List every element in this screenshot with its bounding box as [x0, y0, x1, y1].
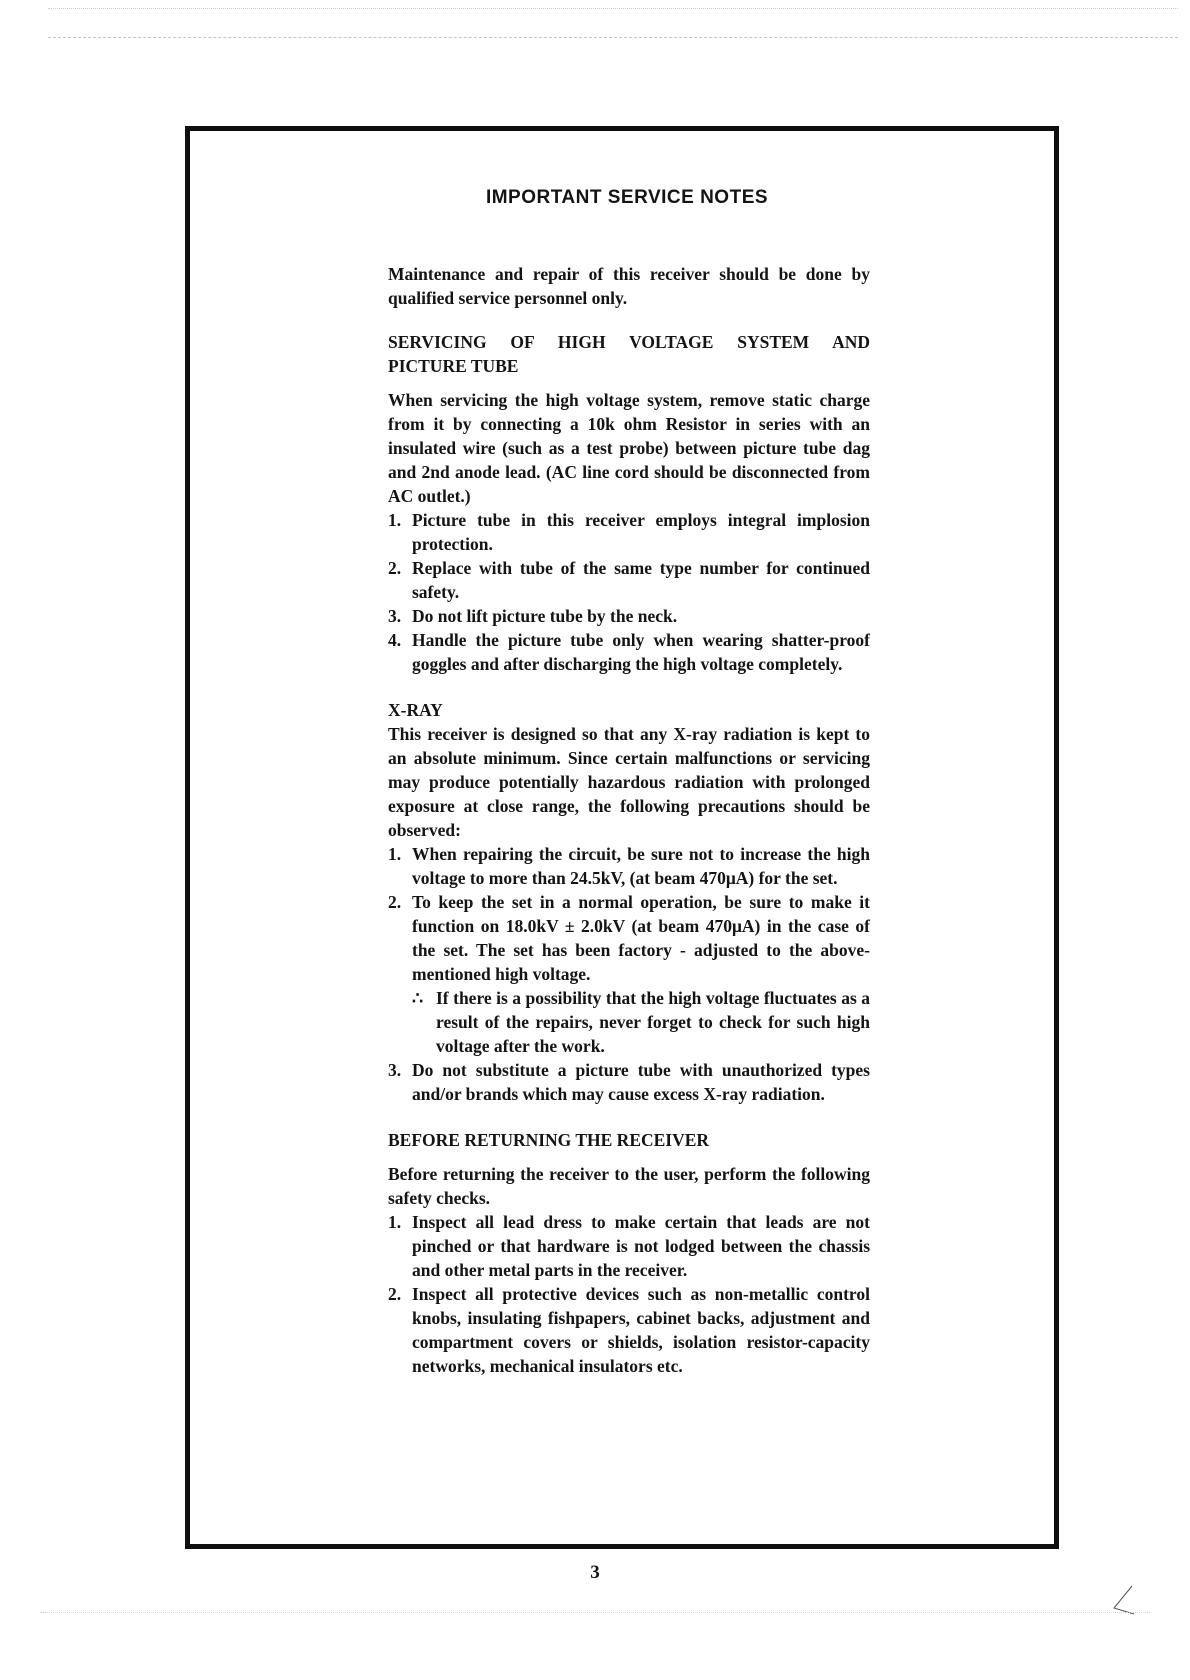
list-item-text: Inspect all protective devices such as non-metallic control knobs, insulating fishpapers, cabinet backs, adjustment and compartment covers or shields, isolation resistor-capacity networks, mechanical insulators etc.	[412, 1284, 870, 1376]
list-number: 2.	[388, 892, 402, 912]
list-number: 1.	[388, 510, 402, 530]
list-item	[388, 1058, 870, 1106]
list-number: 1.	[388, 1212, 402, 1232]
list-item-text: To keep the set in a normal operation, be sure to make it function on 18.0kV ± 2.0kV (at beam 470μA) in the case of the set. The set has been factory - adjusted to the above-mentioned high voltage.	[412, 892, 870, 984]
list-number: 1.	[388, 844, 402, 864]
section-before-returning	[388, 1128, 870, 1378]
list-item	[388, 508, 870, 556]
x-ray-paragraph: This receiver is designed so that any X-ray radiation is kept to an absolute minimum. Since certain malfunctions or servicing may produce potentially hazardous radiation with prolonged exposure at close range, the following precautions should be observed:	[388, 724, 870, 840]
section-heading-high-voltage-cont: PICTURE TUBE	[388, 356, 519, 376]
list-item-text: When repairing the circuit, be sure not to increase the high voltage to more than 24.5kV, (at beam 470μA) for the set.	[412, 844, 870, 888]
section-heading-high-voltage: SERVICING OF HIGH VOLTAGE SYSTEM AND	[388, 332, 870, 352]
list-item-text: Handle the picture tube only when wearing shatter-proof goggles and after discharging the high voltage completely.	[412, 630, 870, 674]
list-item	[388, 628, 870, 676]
list-item	[388, 1282, 870, 1378]
list-number: 2.	[388, 1284, 402, 1304]
list-item	[388, 1210, 870, 1282]
page-number: 3	[590, 1562, 600, 1583]
x-ray-list	[388, 842, 870, 1106]
intro-paragraph: Maintenance and repair of this receiver should be done by qualified service personnel only.	[388, 264, 870, 308]
service-notes-content	[388, 186, 870, 1378]
list-item	[388, 890, 870, 1058]
list-number: 3.	[388, 1060, 402, 1080]
section-heading-before-returning: BEFORE RETURNING THE RECEIVER	[388, 1130, 710, 1150]
before-returning-paragraph: Before returning the receiver to the user, perform the following safety checks.	[388, 1164, 870, 1208]
list-item-text: Do not substitute a picture tube with unauthorized types and/or brands which may cause excess X-ray radiation.	[412, 1060, 870, 1104]
scan-corner-mark	[1108, 1582, 1138, 1622]
list-number: 2.	[388, 558, 402, 578]
high-voltage-list	[388, 508, 870, 676]
scan-artifact-top	[48, 8, 1178, 38]
list-item-text: Picture tube in this receiver employs integral implosion protection.	[412, 510, 870, 554]
scan-artifact-bottom	[40, 1612, 1150, 1614]
list-item	[388, 842, 870, 890]
section-high-voltage	[388, 330, 870, 676]
list-item	[388, 556, 870, 604]
list-number: 4.	[388, 630, 402, 650]
section-heading-x-ray: X-RAY	[388, 700, 443, 720]
high-voltage-paragraph: When servicing the high voltage system, remove static charge from it by connecting a 10k ohm Resistor in series with an insulated wire (such as a test probe) between picture tube dag and 2nd anode lead. (AC line cord should be disconnected from AC outlet.)	[388, 390, 870, 506]
list-item-text: Replace with tube of the same type number for continued safety.	[412, 558, 870, 602]
therefore-note	[412, 986, 870, 1058]
list-item-text: Do not lift picture tube by the neck.	[412, 606, 678, 626]
therefore-symbol: ∴	[412, 988, 424, 1008]
note-text: If there is a possibility that the high voltage fluctuates as a result of the repairs, never forget to check for such high voltage after the work.	[436, 988, 870, 1056]
list-item	[388, 604, 870, 628]
section-x-ray	[388, 698, 870, 1106]
page-title: IMPORTANT SERVICE NOTES	[485, 187, 769, 208]
list-number: 3.	[388, 606, 402, 626]
list-item-text: Inspect all lead dress to make certain that leads are not pinched or that hardware is not lodged between the chassis and other metal parts in the receiver.	[412, 1212, 870, 1280]
before-returning-list	[388, 1210, 870, 1378]
